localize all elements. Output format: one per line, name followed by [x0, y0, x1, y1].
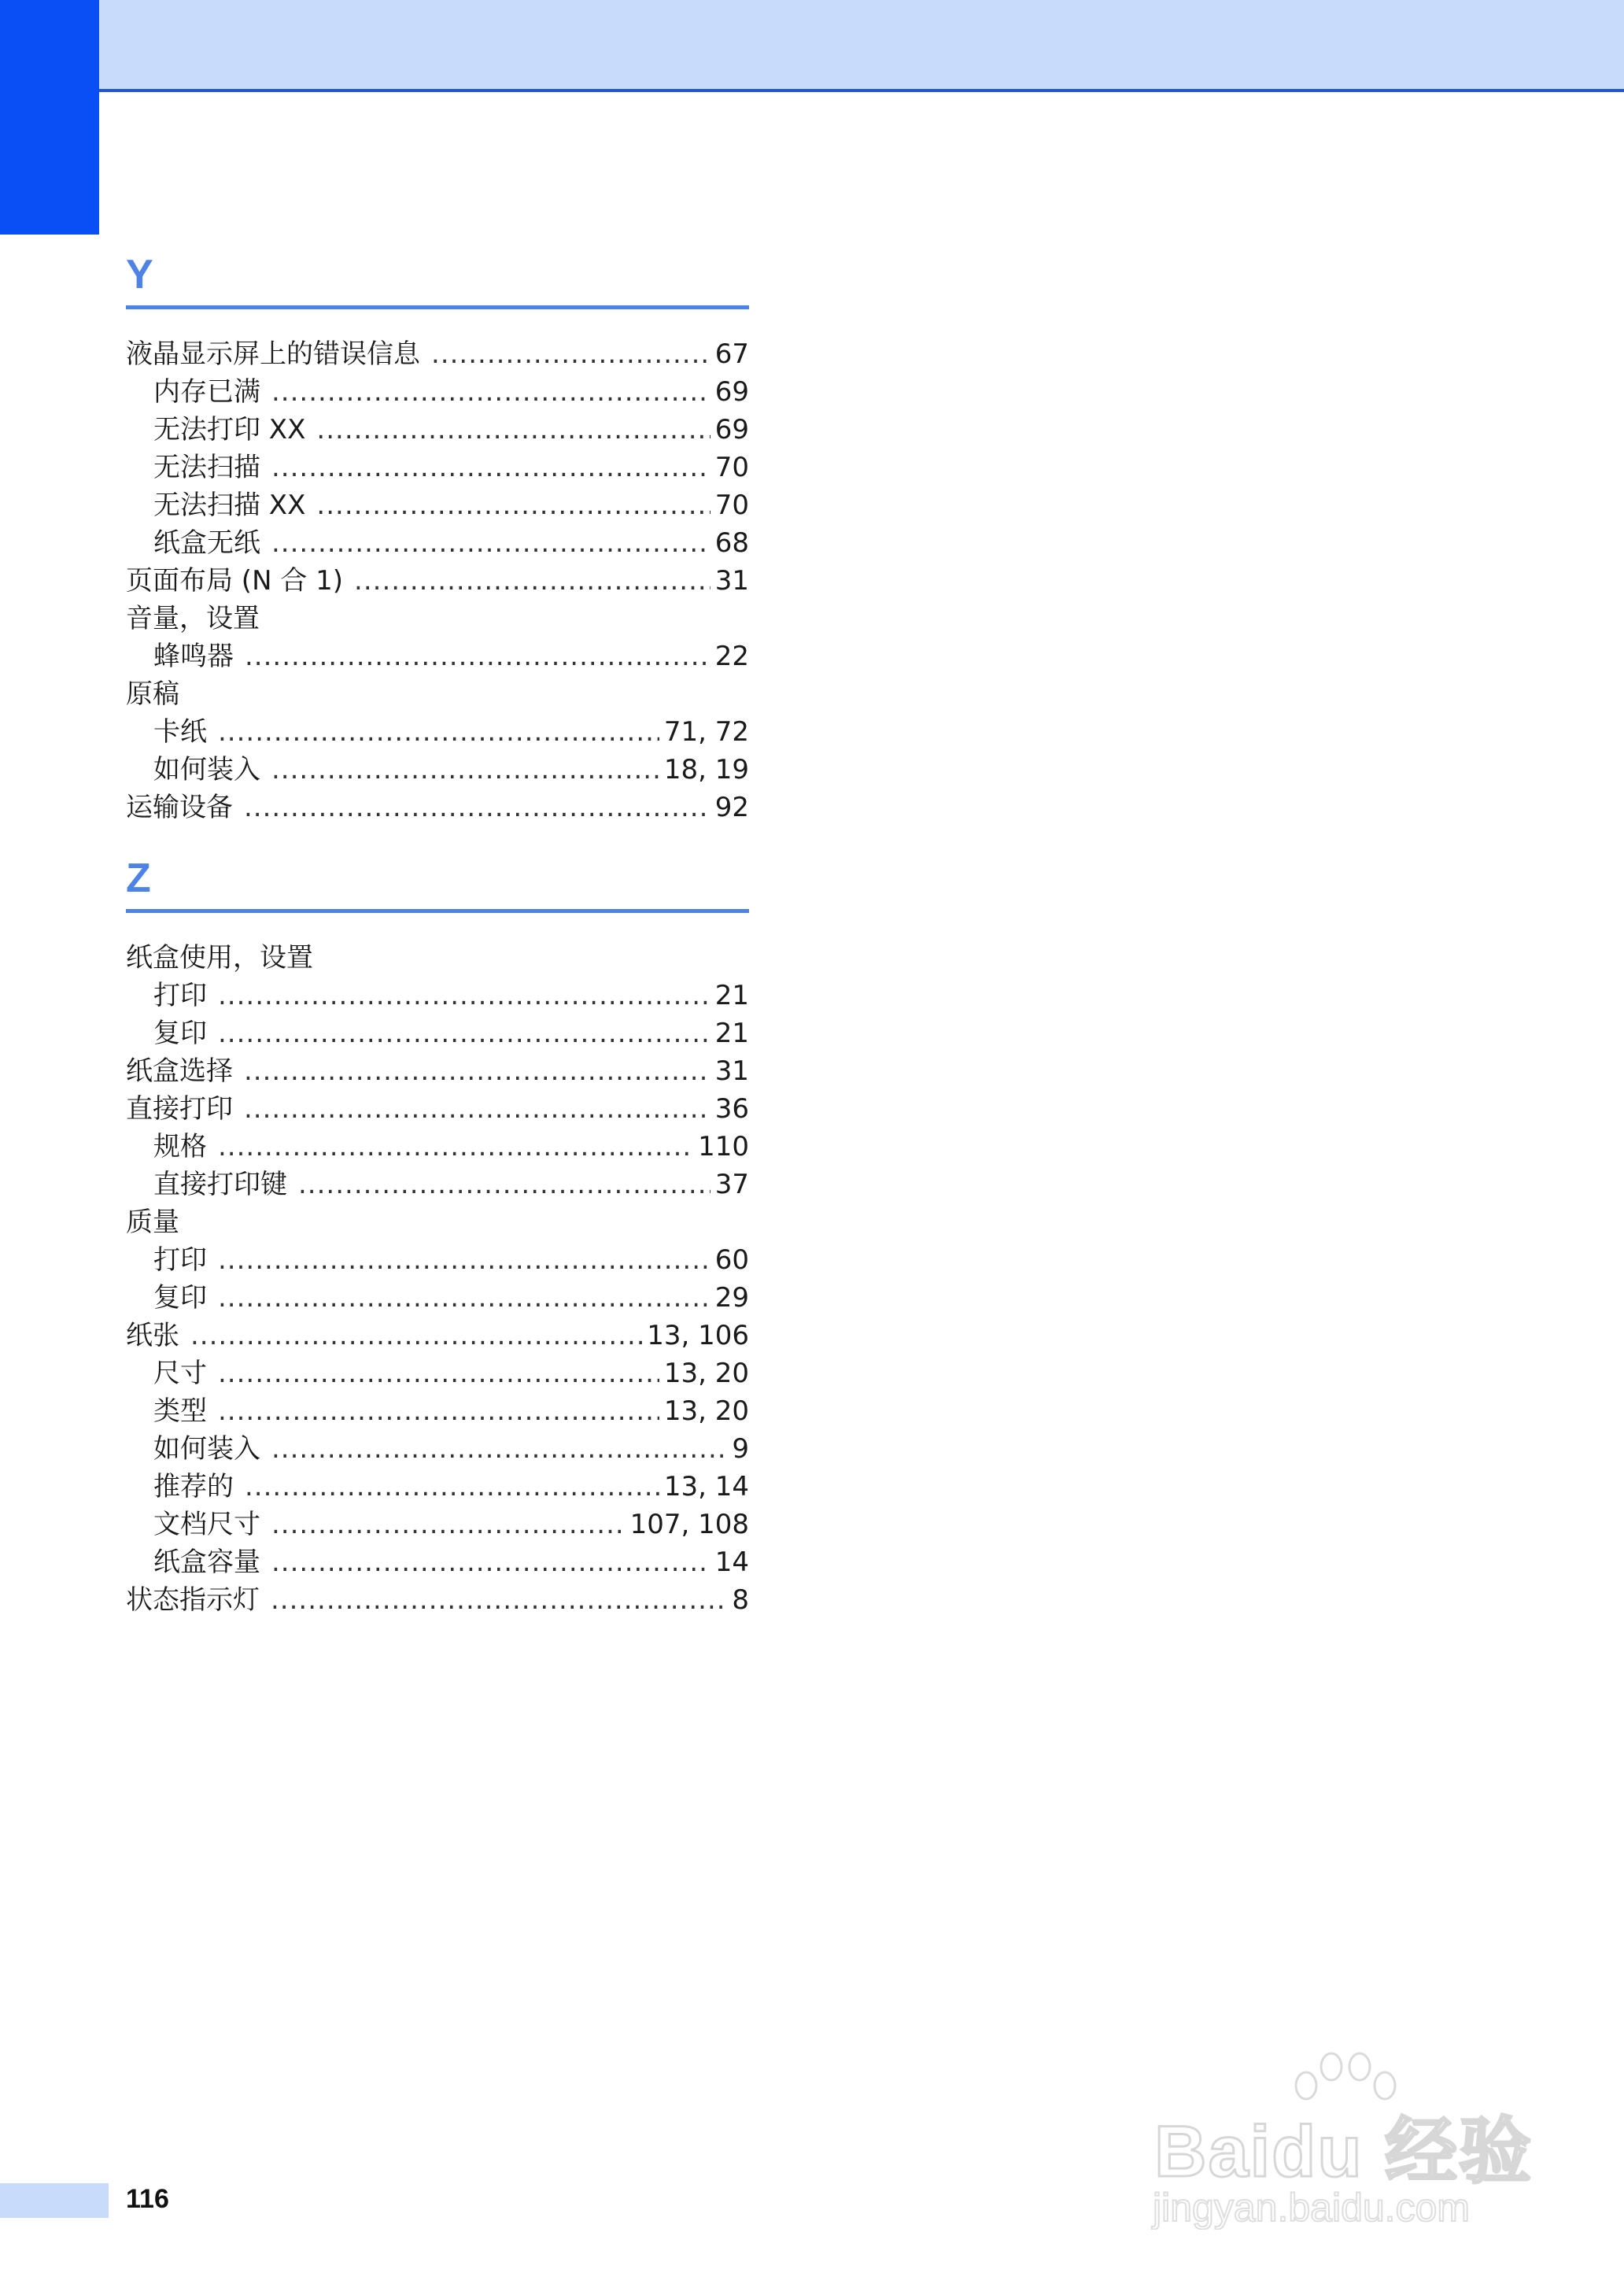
- page-number: 116: [126, 2184, 169, 2214]
- entry-term: 蜂鸣器: [153, 641, 234, 672]
- dot-leader: [244, 789, 710, 826]
- section-heading: Y: [126, 252, 153, 298]
- section-rule: [126, 909, 749, 913]
- entry-pages: 67: [714, 338, 749, 370]
- index-subentry: [126, 449, 749, 486]
- entry-pages: 68: [714, 527, 749, 559]
- entry-pages: 31: [714, 1055, 749, 1087]
- dot-leader: [354, 562, 710, 600]
- entry-term: 原稿: [126, 678, 179, 710]
- entry-term: 如何装入: [153, 754, 260, 785]
- entry-pages: 107, 108: [629, 1509, 749, 1540]
- index-subentry: [126, 751, 749, 789]
- entry-term: 类型: [153, 1395, 207, 1427]
- chapter-side-tab: [0, 0, 99, 235]
- dot-leader: [316, 411, 710, 449]
- index-subentry: [126, 1166, 749, 1203]
- dot-leader: [316, 486, 710, 524]
- dot-leader: [271, 449, 710, 486]
- entry-pages: 29: [714, 1282, 749, 1314]
- dot-leader: [271, 1543, 710, 1581]
- entry-term: 卡纸: [153, 716, 207, 748]
- dot-leader: [218, 1014, 710, 1052]
- entry-pages: 13, 14: [663, 1471, 749, 1502]
- dot-leader: [218, 1354, 659, 1392]
- entry-pages: 36: [714, 1093, 749, 1125]
- index-entry: [126, 1052, 749, 1090]
- entry-term: 页面布局 (N 合 1): [126, 565, 344, 597]
- dot-leader: [245, 638, 710, 675]
- entry-term: 纸张: [126, 1320, 179, 1351]
- entry-pages: 14: [714, 1547, 749, 1578]
- entry-pages: 71, 72: [663, 716, 749, 748]
- entry-term: 运输设备: [126, 792, 233, 823]
- index-entry: [126, 1581, 749, 1619]
- index-entry: [126, 939, 749, 977]
- index-subentry: [126, 1014, 749, 1052]
- dot-leader: [271, 1506, 626, 1543]
- index-entry: [126, 1317, 749, 1354]
- entry-pages: 22: [714, 641, 749, 672]
- index-entries: [126, 939, 749, 1619]
- dot-leader: [218, 1279, 710, 1317]
- entry-pages: 110: [698, 1131, 749, 1162]
- entry-term: 无法扫描: [153, 452, 260, 483]
- watermark-url: jingyan.baidu.com: [1153, 2186, 1471, 2230]
- entry-term: 直接打印: [126, 1093, 233, 1125]
- dot-leader: [271, 373, 710, 411]
- dot-leader: [244, 1052, 710, 1090]
- entry-term: 复印: [153, 1282, 207, 1314]
- index-subentry: [126, 411, 749, 449]
- entry-term: 内存已满: [153, 376, 260, 408]
- index-subentry: [126, 713, 749, 751]
- index-entry: [126, 600, 749, 638]
- index-entry: [126, 789, 749, 826]
- entry-pages: 21: [714, 1018, 749, 1049]
- entry-term: 纸盒使用，设置: [126, 942, 313, 974]
- entry-term: 直接打印键: [153, 1169, 287, 1200]
- dot-leader: [244, 1090, 710, 1128]
- index-subentry: [126, 1354, 749, 1392]
- entry-term: 状态指示灯: [126, 1584, 260, 1616]
- entry-term: 无法扫描 XX: [153, 490, 306, 521]
- dot-leader: [190, 1317, 642, 1354]
- entry-term: 纸盒无纸: [153, 527, 260, 559]
- entry-pages: 9: [732, 1433, 749, 1465]
- entry-pages: 37: [714, 1169, 749, 1200]
- dot-leader: [431, 335, 710, 373]
- entry-pages: 18, 19: [663, 754, 749, 785]
- entry-term: 纸盒选择: [126, 1055, 233, 1087]
- entry-term: 如何装入: [153, 1433, 260, 1465]
- entry-pages: 13, 20: [663, 1358, 749, 1389]
- entry-term: 尺寸: [153, 1358, 207, 1389]
- dot-leader: [218, 1128, 693, 1166]
- dot-leader: [218, 1241, 710, 1279]
- entry-pages: 13, 20: [663, 1395, 749, 1427]
- index-subentry: [126, 638, 749, 675]
- entry-pages: 31: [714, 565, 749, 597]
- baidu-jingyan-watermark: [1145, 2046, 1546, 2235]
- entry-pages: 92: [714, 792, 749, 823]
- entry-term: 复印: [153, 1018, 207, 1049]
- index-subentry: [126, 977, 749, 1014]
- entry-pages: 70: [714, 452, 749, 483]
- entry-pages: 8: [732, 1584, 749, 1616]
- index-subentry: [126, 1543, 749, 1581]
- entry-term: 质量: [126, 1207, 179, 1238]
- index-entry: [126, 1090, 749, 1128]
- index-section-y: [126, 250, 749, 826]
- dot-leader: [218, 713, 659, 751]
- entry-pages: 13, 106: [647, 1320, 749, 1351]
- entry-pages: 69: [714, 376, 749, 408]
- index-subentry: [126, 1392, 749, 1430]
- entry-term: 规格: [153, 1131, 207, 1162]
- index-entries: [126, 335, 749, 826]
- dot-leader: [271, 1581, 727, 1619]
- section-heading: Z: [126, 856, 151, 901]
- section-rule: [126, 305, 749, 309]
- entry-term: 打印: [153, 1244, 207, 1276]
- index-subentry: [126, 1506, 749, 1543]
- entry-term: 液晶显示屏上的错误信息: [126, 338, 420, 370]
- entry-term: 无法打印 XX: [153, 414, 306, 445]
- index-subentry: [126, 1128, 749, 1166]
- index-subentry: [126, 373, 749, 411]
- index-subentry: [126, 486, 749, 524]
- entry-term: 推荐的: [153, 1471, 234, 1502]
- entry-pages: 21: [714, 980, 749, 1011]
- entry-term: 打印: [153, 980, 207, 1011]
- index-subentry: [126, 1430, 749, 1468]
- page-number-bar: [0, 2183, 109, 2218]
- top-header-band: [0, 0, 1624, 92]
- index-subentry: [126, 1241, 749, 1279]
- entry-pages: 69: [714, 414, 749, 445]
- dot-leader: [298, 1166, 710, 1203]
- index-subentry: [126, 1468, 749, 1506]
- entry-term: 音量，设置: [126, 603, 260, 634]
- index-entry: [126, 1203, 749, 1241]
- index-entry: [126, 675, 749, 713]
- entry-pages: 60: [714, 1244, 749, 1276]
- dot-leader: [218, 977, 710, 1014]
- dot-leader: [271, 524, 710, 562]
- dot-leader: [271, 1430, 727, 1468]
- dot-leader: [245, 1468, 659, 1506]
- dot-leader: [218, 1392, 659, 1430]
- entry-term: 纸盒容量: [153, 1547, 260, 1578]
- index-subentry: [126, 524, 749, 562]
- entry-term: 文档尺寸: [153, 1509, 260, 1540]
- index-entry: [126, 562, 749, 600]
- watermark-logo-text: Baidu 经验: [1154, 2112, 1534, 2192]
- index-section-z: [126, 854, 749, 1619]
- dot-leader: [271, 751, 659, 789]
- index-subentry: [126, 1279, 749, 1317]
- index-entry: [126, 335, 749, 373]
- entry-pages: 70: [714, 490, 749, 521]
